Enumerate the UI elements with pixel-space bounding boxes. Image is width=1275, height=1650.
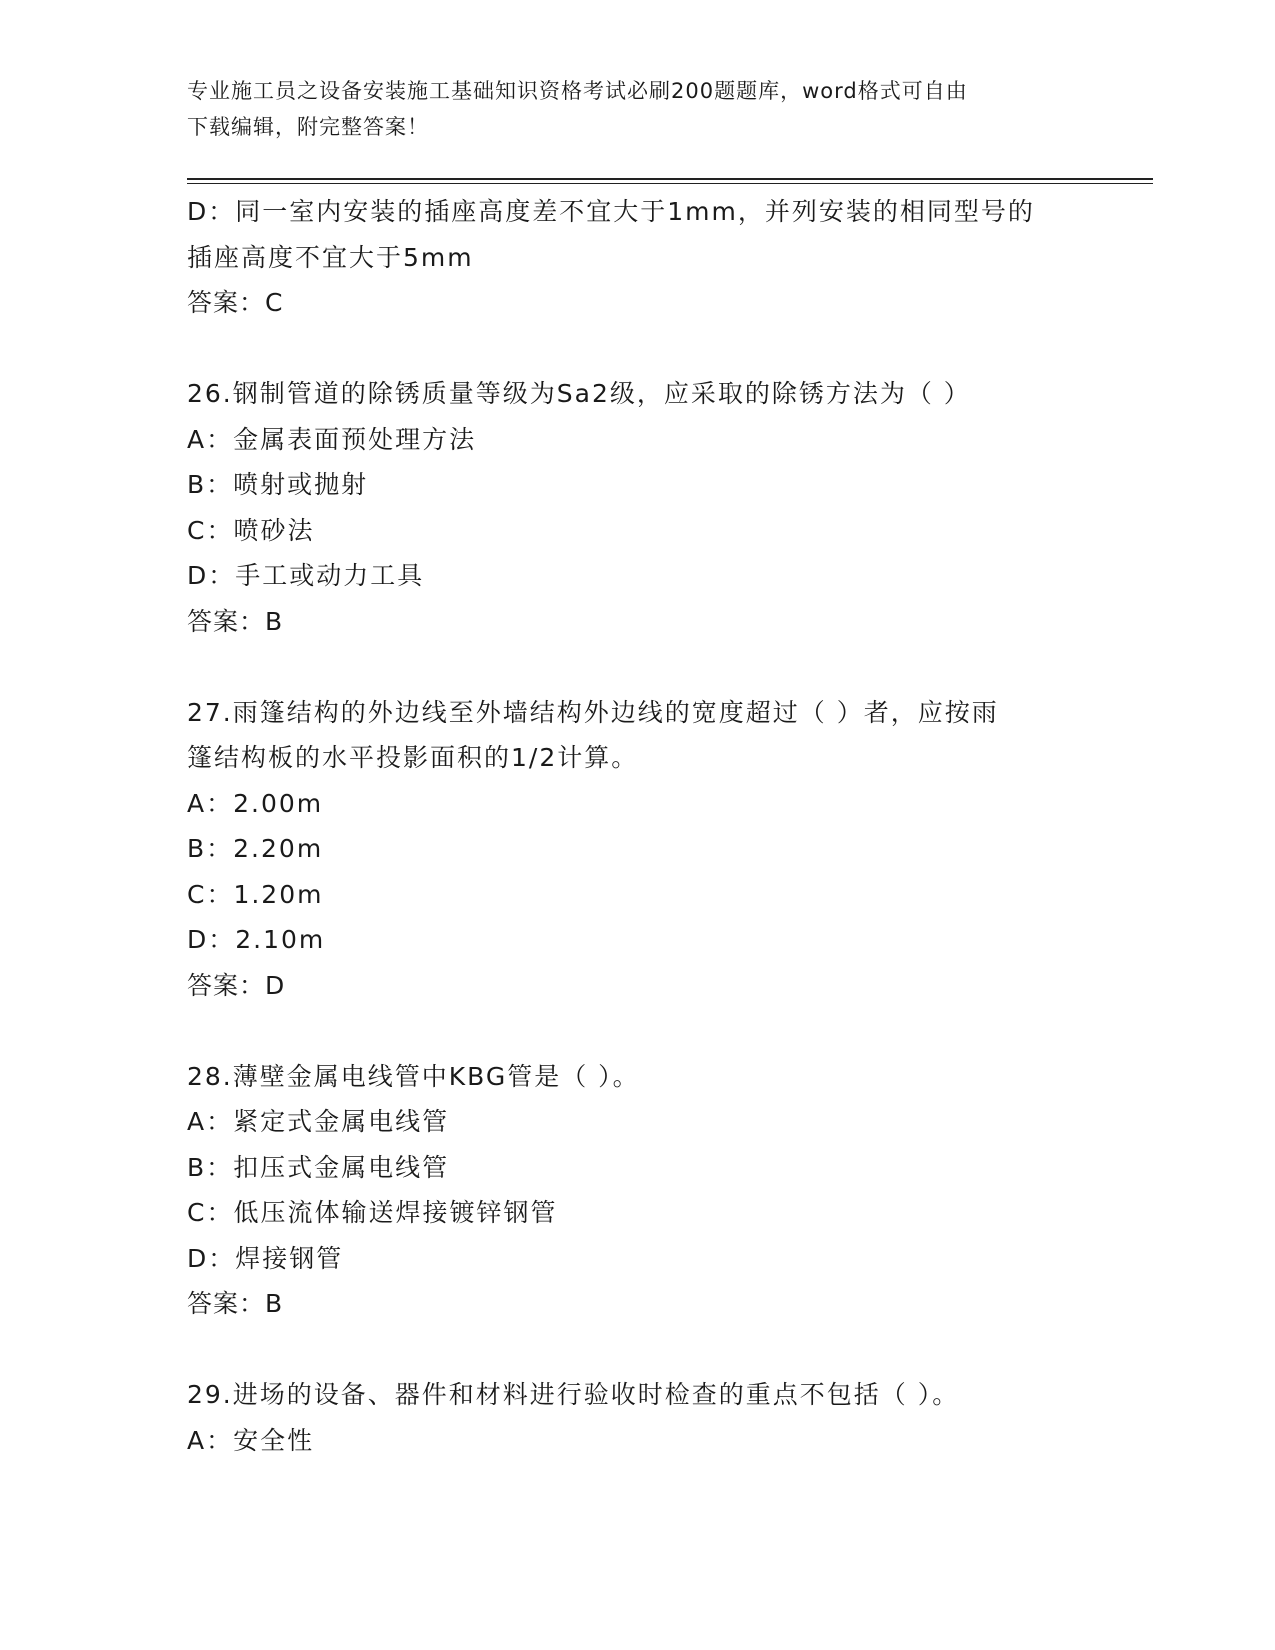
spacer bbox=[187, 644, 1077, 690]
answer-line: 答案：B bbox=[187, 1289, 284, 1318]
answer-line: 答案：D bbox=[187, 970, 286, 1000]
option-a: A：2.00m bbox=[187, 788, 324, 818]
header-line-1: 专业施工员之设备安装施工基础知识资格考试必刷200题题库，word格式可自由 bbox=[187, 79, 968, 103]
option-c: C：喷砂法 bbox=[187, 515, 315, 545]
answer-line: 答案：B bbox=[187, 606, 284, 636]
option-d: D：手工或动力工具 bbox=[187, 561, 425, 590]
question-block-29 bbox=[187, 1372, 1077, 1463]
question-stem: 26.钢制管道的除锈质量等级为Sa2级，应采取的除锈方法为（ ） bbox=[187, 379, 971, 408]
spacer bbox=[187, 326, 1077, 372]
document-header bbox=[187, 73, 1067, 145]
option-b: B：2.20m bbox=[187, 834, 324, 863]
option-a: A：紧定式金属电线管 bbox=[187, 1107, 450, 1136]
question-stem: 28.薄壁金属电线管中KBG管是（ ）。 bbox=[187, 1061, 640, 1091]
question-block-28 bbox=[187, 1054, 1077, 1327]
option-b: B：扣压式金属电线管 bbox=[187, 1152, 450, 1182]
option-c: C：1.20m bbox=[187, 879, 324, 909]
option-c: C：低压流体输送焊接镀锌钢管 bbox=[187, 1198, 558, 1227]
question-stem: 27.雨篷结构的外边线至外墙结构外边线的宽度超过（ ）者，应按雨 bbox=[187, 697, 999, 727]
question-block-27 bbox=[187, 690, 1077, 1009]
option-d: D：2.10m bbox=[187, 925, 326, 954]
question-stem: 29.进场的设备、器件和材料进行验收时检查的重点不包括（ ）。 bbox=[187, 1380, 960, 1409]
header-divider bbox=[187, 178, 1153, 180]
header-divider-thin bbox=[187, 183, 1153, 184]
option-d: D：焊接钢管 bbox=[187, 1243, 344, 1273]
question-content bbox=[187, 189, 1077, 1463]
option-a: A：金属表面预处理方法 bbox=[187, 424, 477, 454]
question-stem-continued: 篷结构板的水平投影面积的1/2计算。 bbox=[187, 743, 639, 772]
spacer bbox=[187, 1327, 1077, 1373]
header-line-2: 下载编辑，附完整答案！ bbox=[187, 115, 429, 139]
option-a: A：安全性 bbox=[187, 1425, 315, 1455]
option-b: B：喷射或抛射 bbox=[187, 470, 369, 499]
option-d-line-2: 插座高度不宜大于5mm bbox=[187, 242, 474, 272]
spacer bbox=[187, 1008, 1077, 1054]
question-block-26 bbox=[187, 371, 1077, 644]
answer-line: 答案：C bbox=[187, 288, 284, 317]
option-d-line-1: D：同一室内安装的插座高度差不宜大于1mm，并列安装的相同型号的 bbox=[187, 197, 1035, 226]
